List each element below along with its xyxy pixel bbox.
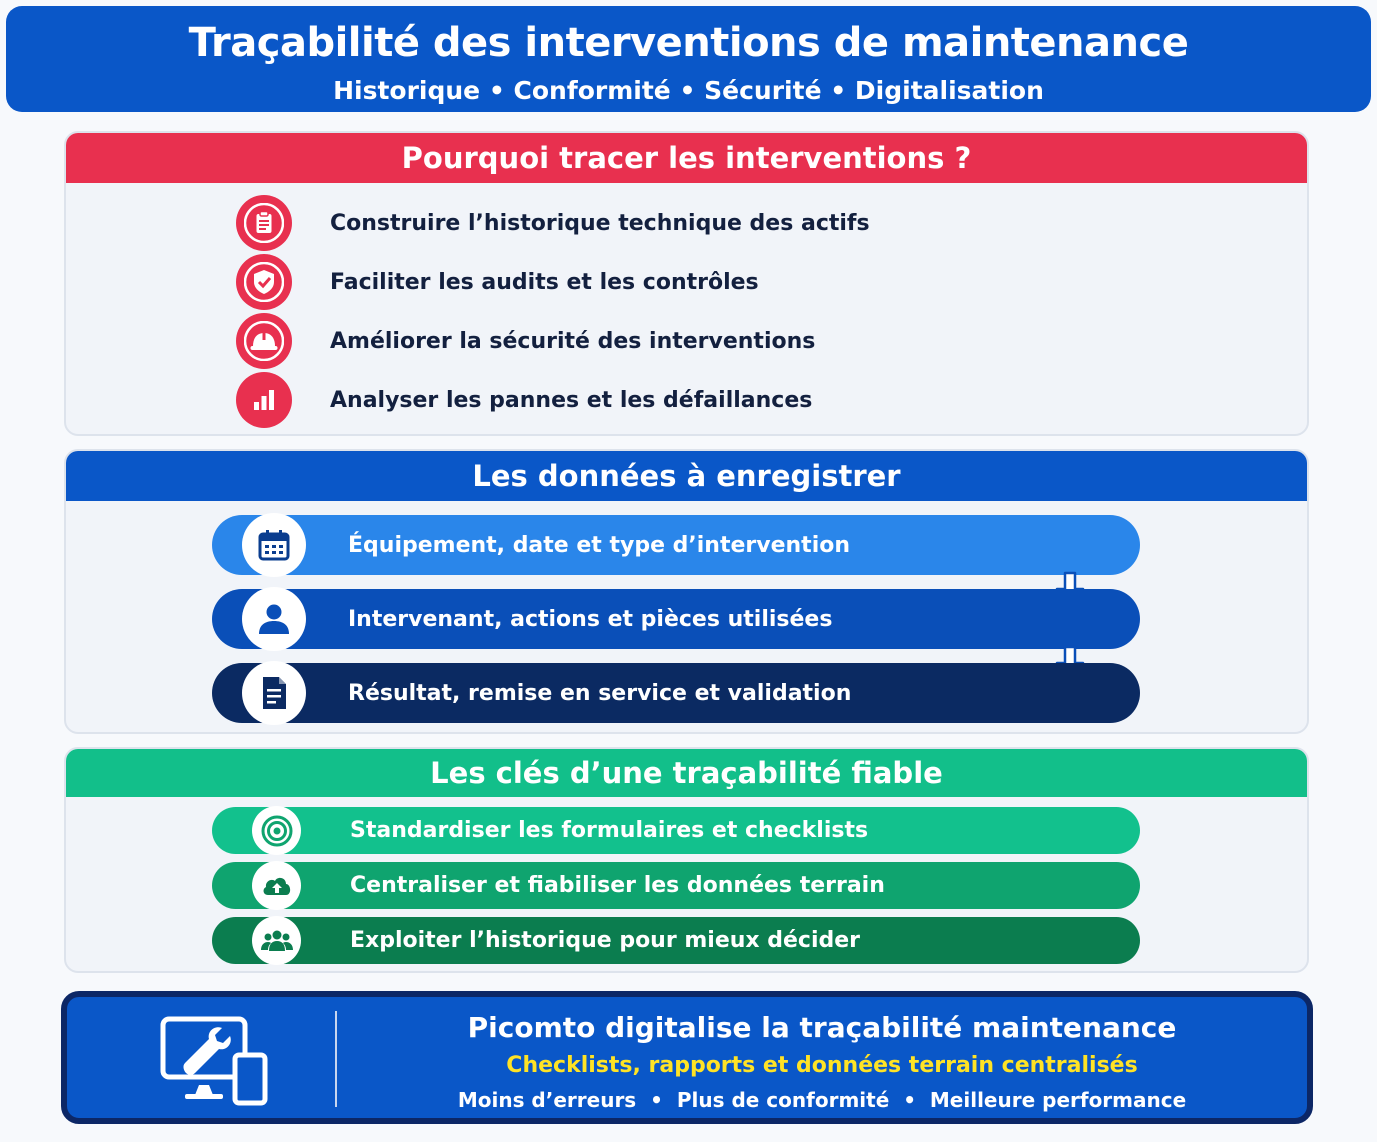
why-item-analysis	[236, 372, 812, 428]
data-section	[64, 449, 1309, 734]
clipboard-icon	[236, 195, 292, 251]
cloud-upload-icon	[252, 861, 301, 910]
data-section-title: Les données à enregistrer	[66, 451, 1307, 501]
why-item-history	[236, 195, 870, 251]
data-bar-label: Intervenant, actions et pièces utilisées	[348, 606, 833, 632]
key-bar-label: Centraliser et fiabiliser les données terrain	[350, 873, 885, 898]
hard-hat-icon	[236, 313, 292, 369]
footer-subtitle: Checklists, rapports et données terrain centralisés	[506, 1053, 1138, 1078]
footer-benefits: Moins d’erreurs • Plus de conformité • Meilleure performance	[457, 1088, 1187, 1112]
data-bar-operator	[212, 589, 1140, 649]
key-bar-centralize	[212, 862, 1140, 909]
target-icon	[252, 806, 301, 855]
document-icon	[242, 661, 306, 725]
why-section-title: Pourquoi tracer les interventions ?	[66, 133, 1307, 183]
why-item-label: Analyser les pannes et les défaillances	[330, 387, 813, 413]
devices-wrench-icon	[159, 1015, 271, 1107]
why-item-label: Construire l’historique technique des actifs	[330, 210, 870, 236]
data-bar-result	[212, 663, 1140, 723]
data-bar-equipment	[212, 515, 1140, 575]
key-bar-label: Standardiser les formulaires et checklists	[350, 818, 869, 843]
why-item-label: Faciliter les audits et les contrôles	[330, 269, 759, 295]
footer-title: Picomto digitalise la traçabilité maintenance	[467, 1011, 1177, 1044]
user-icon	[242, 587, 306, 651]
key-bar-label: Exploiter l’historique pour mieux décider	[350, 928, 861, 953]
key-bar-standardize	[212, 807, 1140, 854]
bar-chart-icon	[236, 372, 292, 428]
key-bar-exploit	[212, 917, 1140, 964]
shield-check-icon	[236, 254, 292, 310]
why-item-label: Améliorer la sécurité des interventions	[330, 328, 816, 354]
why-item-safety	[236, 313, 815, 369]
keys-section	[64, 747, 1309, 973]
header-banner	[6, 6, 1371, 112]
page-title: Traçabilité des interventions de maintenance	[188, 20, 1189, 66]
calendar-icon	[242, 513, 306, 577]
data-bar-label: Résultat, remise en service et validation	[348, 680, 852, 706]
team-icon	[252, 916, 301, 965]
data-bar-label: Équipement, date et type d’intervention	[348, 532, 851, 558]
why-item-audits	[236, 254, 759, 310]
keys-section-title: Les clés d’une traçabilité fiable	[66, 749, 1307, 797]
footer-banner	[61, 991, 1313, 1124]
page-subtitle: Historique • Conformité • Sécurité • Digitalisation	[333, 76, 1044, 105]
why-section	[64, 131, 1309, 436]
